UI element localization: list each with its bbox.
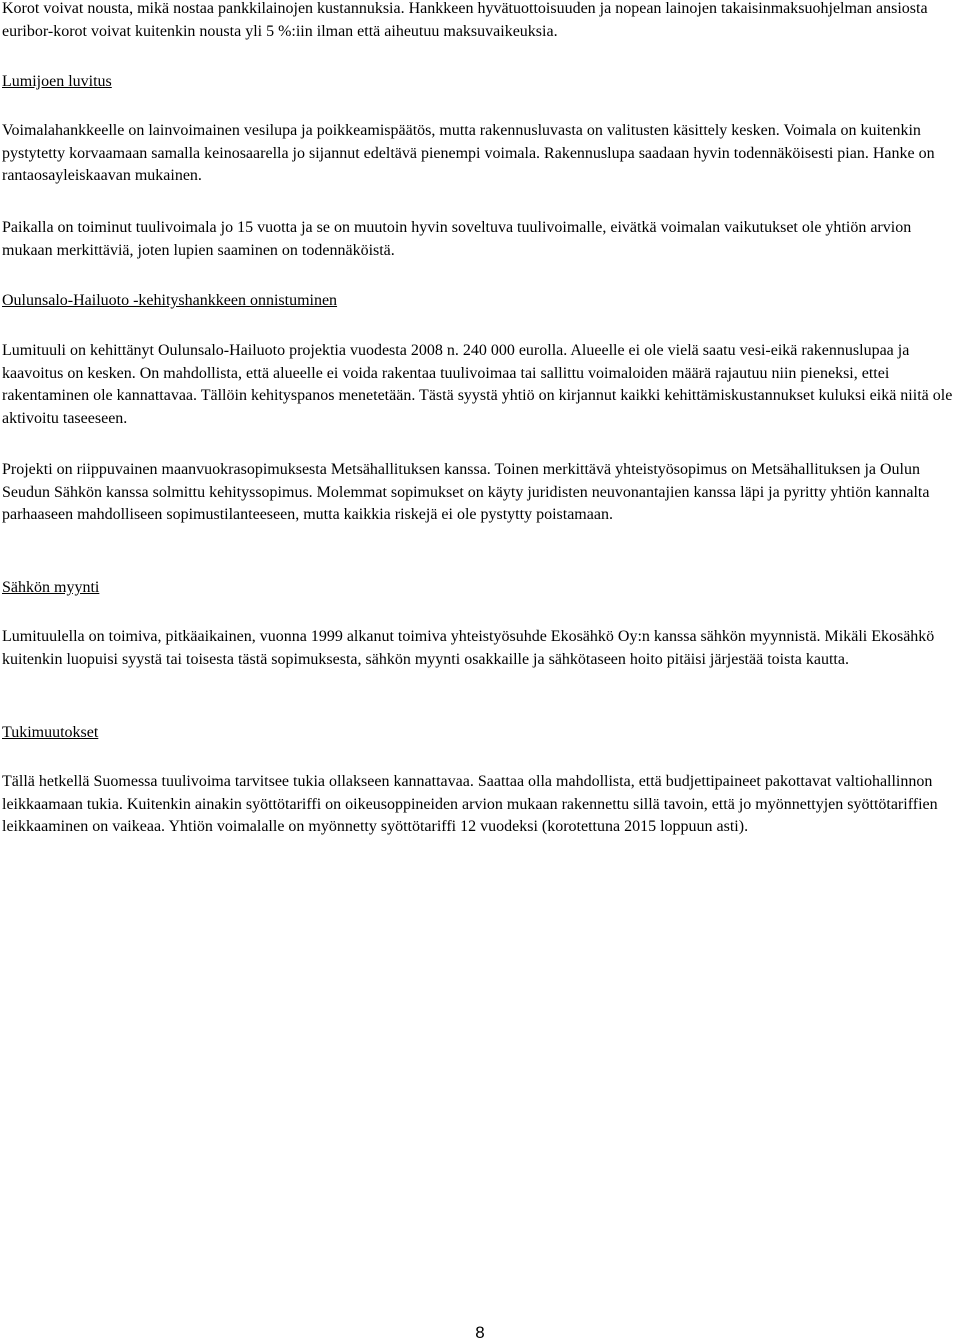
luvitus-paragraph-2: Paikalla on toiminut tuulivoimala jo 15 vuotta ja se on muutoin hyvin soveltuva tuulivoimalle, eivätkä voimalan vaikutukset ole yhtiön arvion mukaan merkittäviä, joten lupien saaminen on todennäköistä.: [2, 219, 912, 259]
section-heading-myynti: Sähkön myynti: [2, 579, 100, 596]
intro-paragraph: Korot voivat nousta, mikä nostaa pankkilainojen kustannuksia. Hankkeen hyvätuottoisuuden ja nopean lainojen takaisinmaksuohjelman ansiosta euribor-korot voivat kuitenkin nousta yli 5 %:iin ilman että aiheutuu maksuvaikeuksia.: [2, 0, 928, 40]
section-heading-hailuoto: Oulunsalo-Hailuoto -kehityshankkeen onnistuminen: [2, 292, 338, 309]
section-heading-luvitus: Lumijoen luvitus: [2, 73, 112, 90]
hailuoto-paragraph-2: Projekti on riippuvainen maanvuokrasopimuksesta Metsähallituksen kanssa. Toinen merkittävä yhteistyösopimus on Metsähallituksen ja Oulun Seudun Sähkön kanssa solmittu kehityssopimus. Molemmat sopimukset on käyty juridisten neuvonantajien kanssa läpi ja pyritty yhtiön kannalta parhaaseen mahdolliseen sopimustilanteeseen, mutta kaikkia riskejä ei ole pystytty poistamaan.: [2, 461, 930, 523]
hailuoto-paragraph-1: Lumituuli on kehittänyt Oulunsalo-Hailuoto projektia vuodesta 2008 n. 240 000 eurolla. Alueelle ei ole vielä saatu vesi-eikä rakennuslupaa ja kaavoitus on kesken. On mahdollista, että alueelle ei voida rakentaa tuulivoimaa tai sallittu voimaloiden määrä rajautuu niin pieneksi, ettei rakentaminen ole kannattavaa. Tällöin kehityspanos menetetään. Tästä syystä yhtiö on kirjannut kaikki kehittämiskustannukset kuluksi eikä niitä ole aktivoitu taseeseen.: [2, 342, 953, 427]
myynti-paragraph-1: Lumituulella on toimiva, pitkäaikainen, vuonna 1999 alkanut toimiva yhteistyösuhde Ekosähkö Oy:n kanssa sähkön myynnistä. Mikäli Ekosähkö kuitenkin luopuisi syystä tai toisesta tästä sopimuksesta, sähkön myynti osakkaille ja sähkötaseen hoito pitäisi järjestää toista kautta.: [2, 628, 935, 668]
tuki-paragraph-1: Tällä hetkellä Suomessa tuulivoima tarvitsee tukia ollakseen kannattavaa. Saattaa olla mahdollista, että budjettipaineet pakottavat valtiohallinnon leikkaamaan tukia. Kuitenkin ainakin syöttötariffi on oikeusoppineiden arvion mukaan rakennettu sillä tavoin, että jo myönnettyjen syöttötariffien leikkaaminen on vaikeaa. Yhtiön voimalalle on myönnetty syöttötariffi 12 vuodeksi (korotettuna 2015 loppuun asti).: [2, 773, 938, 835]
page-number: 8: [475, 1323, 485, 1342]
section-heading-tuki: Tukimuutokset: [2, 724, 99, 741]
luvitus-paragraph-1: Voimalahankkeelle on lainvoimainen vesilupa ja poikkeamispäätös, mutta rakennusluvasta on valitusten käsittely kesken. Voimala on kuitenkin pystytetty korvaamaan samalla keinosaarella jo sijannut edeltävä pienempi voimala. Rakennuslupa saadaan hyvin todennäköisesti pian. Hanke on rantaosayleiskaavan mukainen.: [2, 122, 935, 184]
